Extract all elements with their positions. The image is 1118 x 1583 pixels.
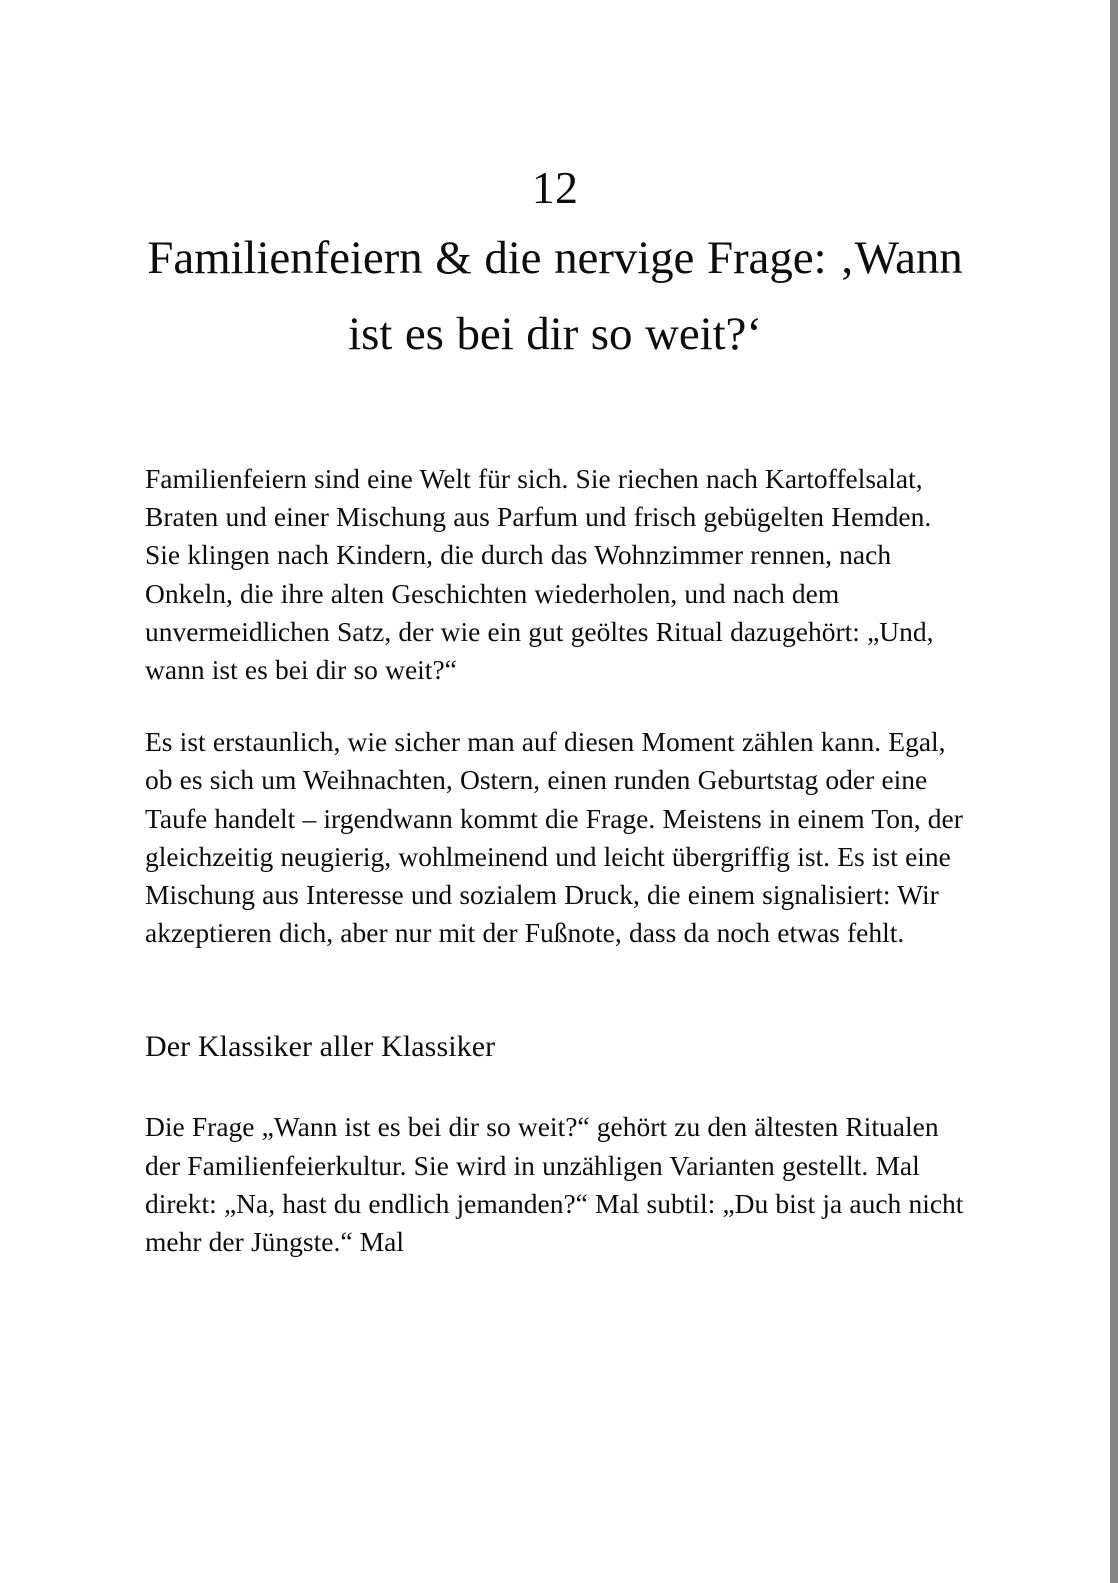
body-paragraph-3: Die Frage „Wann ist es bei dir so weit?“ gehört zu den ältesten Ritualen der Familienfeierkultur. Sie wird in unzähligen Varianten gestellt. Mal direkt: „Na, hast du endlich jemanden?“ Mal subtil: „Du bist ja auch nicht mehr der Jüngste.“ Mal (145, 1111, 964, 1258)
chapter-title: Familienfeiern & die nervige Frage: ‚Wann ist es bei dir so weit?‘ (147, 232, 963, 360)
chapter-number: 12 (531, 162, 579, 213)
vertical-scrollbar-thumb[interactable] (1110, 0, 1118, 1583)
vertical-scrollbar[interactable] (1108, 0, 1118, 1583)
body-paragraph-1: Familienfeiern sind eine Welt für sich. Sie riechen nach Kartoffelsalat, Braten und einer Mischung aus Parfum und frisch gebügelten Hemden. Sie klingen nach Kindern, die durch das Wohnzimmer rennen, nach Onkeln, die ihre alten Geschichten wiederholen, und nach dem unvermeidlichen Satz, der wie ein gut geöltes Ritual dazugehört: „Und, wann ist es bei dir so weit?“ (145, 463, 934, 686)
body-paragraph-2: Es ist erstaunlich, wie sicher man auf diesen Moment zählen kann. Egal, ob es sich um Weihnachten, Ostern, einen runden Geburtstag oder eine Taufe handelt – irgendwann kommt die Frage. Meistens in einem Ton, der gleichzeitig neugierig, wohlmeinend und leicht übergriffig ist. Es ist eine Mischung aus Interesse und sozialem Druck, die einem signalisiert: Wir akzeptieren dich, aber nur mit der Fußnote, dass da noch etwas fehlt. (145, 726, 963, 949)
section-heading: Der Klassiker aller Klassiker (145, 1030, 496, 1064)
page-text-column (145, 0, 965, 1261)
